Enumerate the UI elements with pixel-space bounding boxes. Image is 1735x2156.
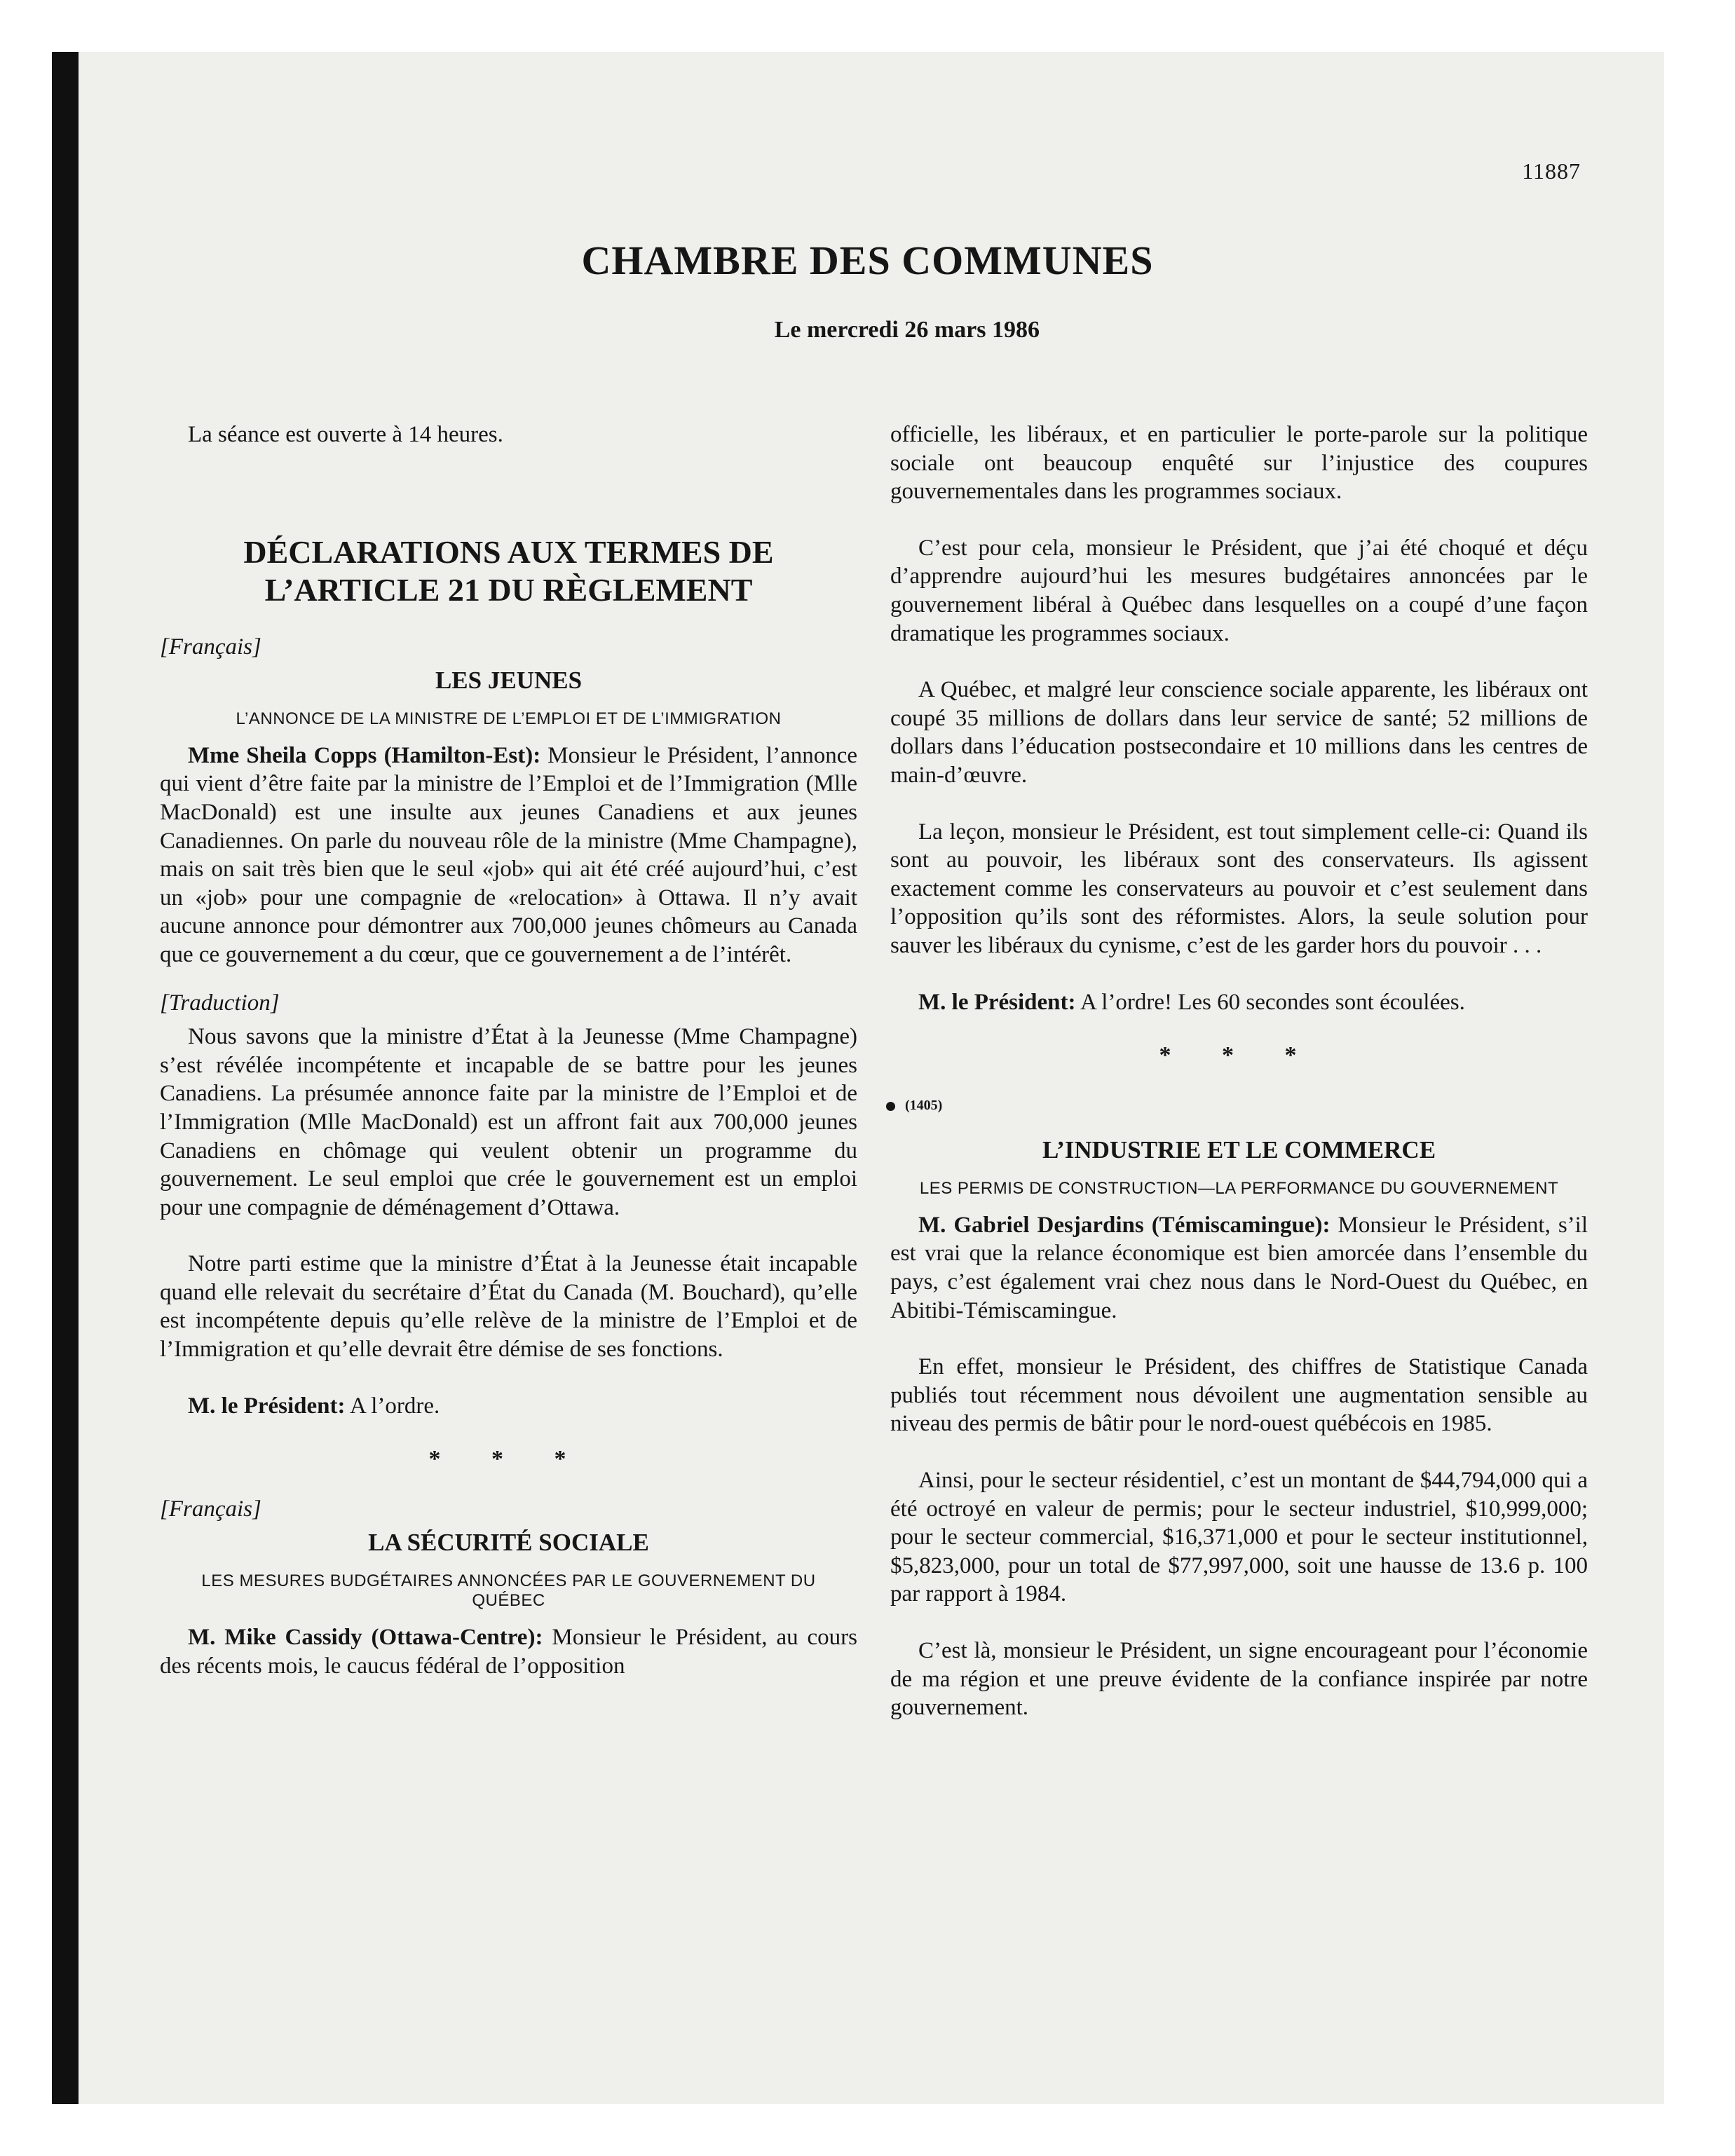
rubric-subheading: LES MESURES BUDGÉTAIRES ANNONCÉES PAR LE GOUVERNEMENT DU QUÉBEC: [201, 1571, 816, 1611]
section-separator: * * *: [1159, 1042, 1319, 1069]
right-column: [890, 421, 1588, 1722]
time-marker: [886, 1091, 1588, 1120]
language-tag: [Français]: [160, 1496, 261, 1522]
paragraph: Ainsi, pour le secteur résidentiel, c’est un montant de $44,794,000 qui a été octroyé en valeur de permis; pour le secteur industriel, $10,999,000; pour le secteur commercial, $16,371,000 et pour le secteur institutionnel, $5,823,000, pour un total de $77,997,000, soit une hausse de 13.6 p. 100 par rapport à 1984.: [890, 1468, 1588, 1607]
paragraph: La leçon, monsieur le Président, est tout simplement celle-ci: Quand ils sont au pouvoir, les libéraux sont des conservateurs. Ils agissent exactement comme les conservateurs au pouvoir et c’est seulement dans l’opposition qu’ils sont des réformistes. Alors, la seule solution pour sauver les libéraux du cynisme, c’est de les garder hors du pouvoir . . .: [890, 819, 1588, 958]
rubric-heading: L’INDUSTRIE ET LE COMMERCE: [1042, 1136, 1436, 1164]
left-column: [160, 421, 857, 1680]
statement-text: A l’ordre.: [345, 1393, 440, 1419]
speaker-name: Mme Sheila Copps (Hamilton-Est):: [188, 742, 541, 768]
speaker-name: M. Mike Cassidy (Ottawa-Centre):: [188, 1625, 543, 1651]
statement-paragraph: [160, 1623, 857, 1680]
bullet-dot-icon: [886, 1102, 895, 1111]
statement-paragraph: [890, 1211, 1588, 1325]
statement-text: Monsieur le Président, au cours des récents mois, le caucus fédéral de l’opposition: [160, 1625, 857, 1679]
rubric-subheading: L’ANNONCE DE LA MINISTRE DE L’EMPLOI ET DE L’IMMIGRATION: [236, 709, 782, 728]
rubric-heading: LA SÉCURITÉ SOCIALE: [368, 1529, 649, 1557]
statement-text: Monsieur le Président, s’il est vrai que la relance économique est bien amorcée dans l’ensemble du pays, c’est également vrai chez nous dans le Nord-Ouest du Québec, en Abitibi-Témiscamingue.: [890, 1212, 1588, 1323]
paragraph: officielle, les libéraux, et en particulier le porte-parole sur la politique sociale ont beaucoup enquêté sur l’injustice des coupures gouvernementales dans les programmes sociaux.: [890, 422, 1588, 505]
paragraph: En effet, monsieur le Président, des chiffres de Statistique Canada publiés tout récemment nous dévoilent une augmentation sensible au niveau des permis de bâtir pour le nord-ouest québécois en 1985.: [890, 1354, 1588, 1437]
time-marker-label: (1405): [905, 1097, 943, 1113]
page-title: CHAMBRE DES COMMUNES: [581, 238, 1154, 283]
speaker-name: M. Gabriel Desjardins (Témiscamingue):: [918, 1212, 1331, 1238]
binding-edge: [52, 52, 79, 2104]
paragraph: C’est là, monsieur le Président, un signe encourageant pour l’économie de ma région et une preuve évidente de la confiance inspirée par notre gouvernement.: [890, 1638, 1588, 1721]
page-number: 11887: [1522, 158, 1581, 184]
section-title: DÉCLARATIONS AUX TERMES DE L’ARTICLE 21 DU RÈGLEMENT: [243, 533, 774, 608]
section-separator: * * *: [428, 1446, 589, 1473]
statement-paragraph: [160, 1392, 857, 1421]
rubric-heading: LES JEUNES: [435, 667, 583, 695]
paragraph: Notre parti estime que la ministre d’État à la Jeunesse était incapable quand elle relevait du secrétaire d’État du Canada (M. Bouchard), qu’elle est incompétente depuis qu’elle relève de la ministre de l’Emploi et de l’Immigration et qu’elle devrait être démise de ses fonctions.: [160, 1251, 857, 1363]
speaker-name: M. le Président:: [918, 989, 1076, 1015]
statement-paragraph: [160, 742, 857, 969]
rubric-subheading: LES PERMIS DE CONSTRUCTION—LA PERFORMANCE DU GOUVERNEMENT: [919, 1178, 1559, 1198]
language-tag: [Traduction]: [160, 990, 280, 1016]
speaker-name: M. le Président:: [188, 1393, 346, 1419]
statement-text: A l’ordre! Les 60 secondes sont écoulées.: [1075, 989, 1465, 1015]
sitting-date: Le mercredi 26 mars 1986: [774, 317, 1040, 343]
opening-line: La séance est ouverte à 14 heures.: [188, 422, 503, 447]
paragraph: A Québec, et malgré leur conscience sociale apparente, les libéraux ont coupé 35 millions de dollars dans leur service de santé; 52 millions de dollars dans l’éducation postsecondaire et 10 millions dans les centres de main-d’œuvre.: [890, 677, 1588, 788]
language-tag: [Français]: [160, 634, 261, 660]
statement-text: Monsieur le Président, l’annonce qui vient d’être faite par la ministre de l’Emploi et de l’Immigration (Mlle MacDonald) est une insulte aux jeunes Canadiens et aux jeunes Canadiennes. On parle du nouveau rôle de la ministre (Mme Champagne), mais on sait très bien que le seul «job» qui ait été créé aujourd’hui, c’est un «job» pour une compagnie de «relocation» à Ottawa. Il n’y avait aucune annonce pour démontrer aux 700,000 jeunes chômeurs au Canada que ce gouvernement a du cœur, que ce gouvernement a de l’intérêt.: [160, 742, 857, 967]
statement-paragraph: [890, 988, 1588, 1017]
paragraph: Nous savons que la ministre d’État à la Jeunesse (Mme Champagne) s’est révélée incompétente et incapable de se battre pour les jeunes Canadiens. La présumée annonce faite par la ministre de l’Emploi et de l’Immigration (Mlle MacDonald) est un affront fait aux 700,000 jeunes Canadiens en chômage qui veulent obtenir un programme du gouvernement. Le seul emploi que crée le gouvernement est un emploi pour une compagnie de déménagement d’Ottawa.: [160, 1024, 857, 1220]
paragraph: C’est pour cela, monsieur le Président, que j’ai été choqué et déçu d’apprendre aujourd’hui les mesures budgétaires annoncées par le gouvernement libéral à Québec dans lesquelles on a coupé d’une façon dramatique les programmes sociaux.: [890, 535, 1588, 646]
